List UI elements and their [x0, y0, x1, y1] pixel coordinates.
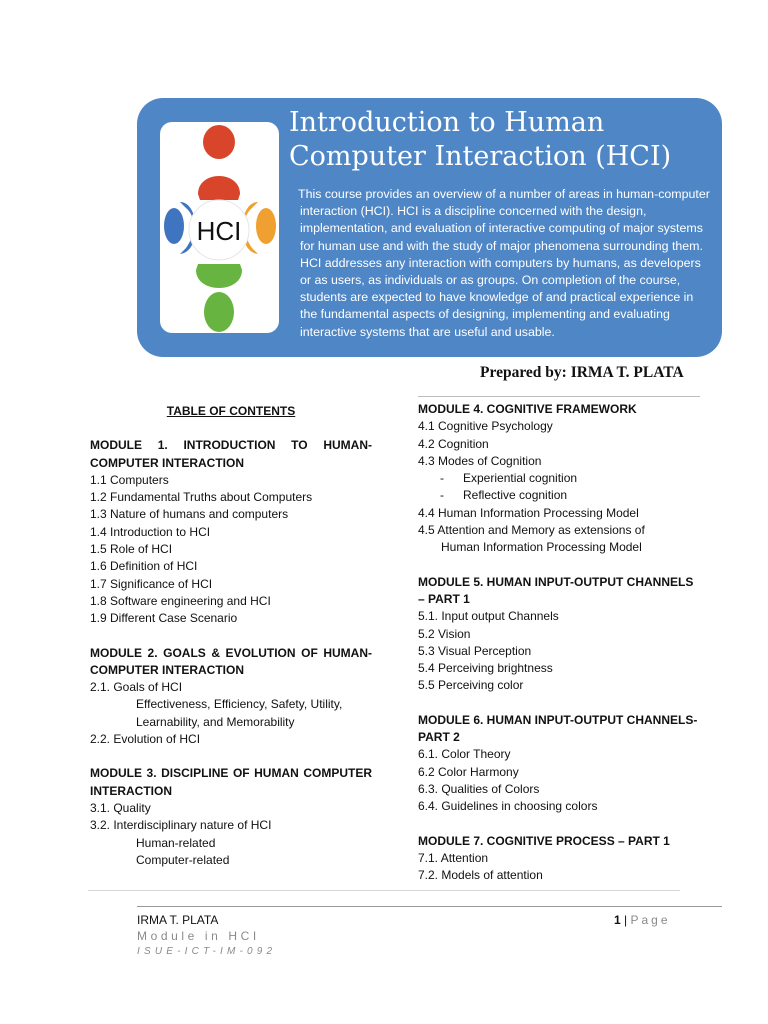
- module-2-title: MODULE 2. GOALS & EVOLUTION OF HUMAN-COMPUTER INTERACTION: [90, 645, 372, 677]
- toc-left-column: [90, 402, 372, 869]
- toc-item: 4.2 Cognition: [418, 436, 489, 451]
- page-number: 1 | Page: [614, 913, 671, 927]
- toc-item: 5.4 Perceiving brightness: [418, 661, 553, 676]
- toc-item: 2.1. Goals of HCI: [90, 680, 183, 695]
- toc-item: 7.2. Models of attention: [418, 868, 543, 883]
- toc-item: 1.2 Fundamental Truths about Computers: [90, 490, 313, 505]
- footer-code: ISUE-ICT-IM-092: [137, 946, 277, 957]
- toc-item: 4.1 Cognitive Psychology: [418, 419, 553, 434]
- toc-item: 1.1 Computers: [90, 472, 169, 487]
- toc-subitem: Human-related: [136, 835, 216, 850]
- toc-item: 6.1. Color Theory: [418, 747, 511, 762]
- footer-divider: [137, 906, 722, 907]
- toc-right-column: [418, 401, 703, 884]
- toc-item: 1.8 Software engineering and HCI: [90, 593, 271, 608]
- toc-item: 3.2. Interdisciplinary nature of HCI: [90, 818, 272, 833]
- toc-subitem: Learnability, and Memorability: [136, 714, 295, 729]
- toc-item: 4.3 Modes of Cognition: [418, 453, 542, 468]
- toc-title: TABLE OF CONTENTS: [166, 404, 296, 418]
- toc-item: 1.3 Nature of humans and computers: [90, 507, 289, 522]
- logo-text: HCI: [196, 216, 242, 246]
- divider: [418, 396, 700, 397]
- bullet-icon: •: [272, 187, 277, 201]
- toc-item: 1.5 Role of HCI: [90, 542, 173, 557]
- footer-module: Module in HCI: [137, 929, 260, 943]
- toc-item: 6.2 Color Harmony: [418, 764, 519, 779]
- module-6-title: MODULE 6. HUMAN INPUT-OUTPUT CHANNELS-PART 2: [418, 712, 698, 745]
- toc-item: 3.1. Quality: [90, 800, 151, 815]
- toc-item: 5.5 Perceiving color: [418, 678, 524, 693]
- toc-item: 1.4 Introduction to HCI: [90, 524, 211, 539]
- module-4-title: MODULE 4. COGNITIVE FRAMEWORK: [418, 402, 637, 416]
- toc-item-continuation: Human Information Processing Model: [441, 540, 642, 555]
- footer-author: IRMA T. PLATA: [137, 913, 219, 927]
- course-title: Introduction to Human Computer Interaction (HCI): [289, 107, 672, 172]
- toc-item: 6.4. Guidelines in choosing colors: [418, 799, 598, 814]
- toc-item: 5.3 Visual Perception: [418, 643, 532, 658]
- module-7-title: MODULE 7. COGNITIVE PROCESS – PART 1: [418, 833, 670, 848]
- toc-item: 5.1. Input output Channels: [418, 609, 559, 624]
- toc-item: 5.2 Vision: [418, 626, 471, 641]
- page-label: Page: [630, 913, 671, 927]
- content-divider: [88, 890, 680, 891]
- toc-subitem: Effectiveness, Efficiency, Safety, Utility,: [136, 697, 343, 712]
- toc-subitem: - Experiential cognition: [440, 471, 578, 486]
- toc-item: 1.7 Significance of HCI: [90, 576, 213, 591]
- toc-item: 1.9 Different Case Scenario: [90, 611, 238, 626]
- toc-item: 4.5 Attention and Memory as extensions of: [418, 523, 645, 538]
- page-number-value: 1: [614, 913, 621, 927]
- course-description: [272, 186, 712, 341]
- toc-item: 1.6 Definition of HCI: [90, 559, 198, 574]
- toc-item: 6.3. Qualities of Colors: [418, 781, 540, 796]
- hci-logo: [160, 122, 279, 333]
- toc-item: 2.2. Evolution of HCI: [90, 732, 201, 747]
- toc-item: 4.4 Human Information Processing Model: [418, 505, 639, 520]
- module-3-title: MODULE 3. DISCIPLINE OF HUMAN COMPUTER INTERACTION: [90, 766, 372, 798]
- toc-subitem: - Reflective cognition: [440, 488, 568, 503]
- course-description-text: This course provides an overview of a number of areas in human-computer interaction (HCI). HCI is a discipline concerned with the design, implementation, and evaluation of interactive computing of major systems for human use and with the study of major phenomena surrounding them. HCI addresses any interaction with computers by humans, as developers or as users, as individuals or as groups. On completion of the course, students are expected to have knowledge of and practical experience in the fundamental aspects of designing, implementing and evaluating interactive systems that are useful and usable.: [298, 187, 710, 339]
- module-1-title: MODULE 1. INTRODUCTION TO HUMAN-COMPUTER INTERACTION: [90, 438, 372, 470]
- module-5-title: MODULE 5. HUMAN INPUT-OUTPUT CHANNELS – PART 1: [418, 574, 694, 606]
- toc-item: 7.1. Attention: [418, 850, 489, 865]
- hci-people-circle-icon: [160, 122, 279, 333]
- toc-subitem: Computer-related: [136, 852, 230, 867]
- prepared-by: Prepared by: IRMA T. PLATA: [480, 364, 684, 381]
